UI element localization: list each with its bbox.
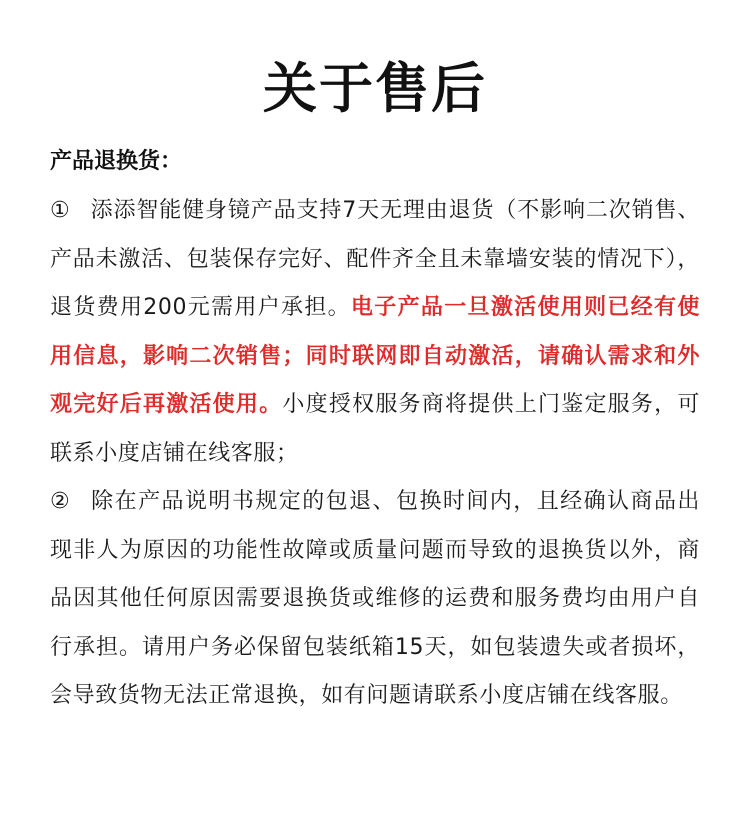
- item-1-service-text: 小度授权服务商将提供上门鉴定服务，可联系小度店铺在线客服；: [50, 392, 700, 466]
- item-1-text: 添添智能健身镜产品支持7天无理由退货（不影响二次销售、产品未激活、包装保存完好、配件齐全且未靠墙安装的情况下），退货费用200元需用户承担。: [50, 198, 700, 320]
- section-heading: 产品退换货：: [50, 149, 183, 174]
- return-policy-item-2: [50, 478, 700, 721]
- return-policy-item-1: [50, 187, 700, 478]
- page-title: 关于售后: [263, 57, 487, 120]
- item-2-text: 除在产品说明书规定的包退、包换时间内，且经确认商品出现非人为原因的功能性故障或质量问题而导致的退换货以外，商品因其他任何原因需要退换货或维修的运费和服务费均由用户自行承担。请用户务必保留包装纸箱15天，如包装遗失或者损坏，会导致货物无法正常退换，如有问题请联系小度店铺在线客服。: [50, 489, 700, 708]
- item-number-1: ①: [50, 198, 71, 223]
- item-number-2: ②: [50, 489, 71, 514]
- item-1-warning-text: 电子产品一旦激活使用则已经有使用信息，影响二次销售；同时联网即自动激活，请确认需求和外观完好后再激活使用。: [50, 295, 700, 417]
